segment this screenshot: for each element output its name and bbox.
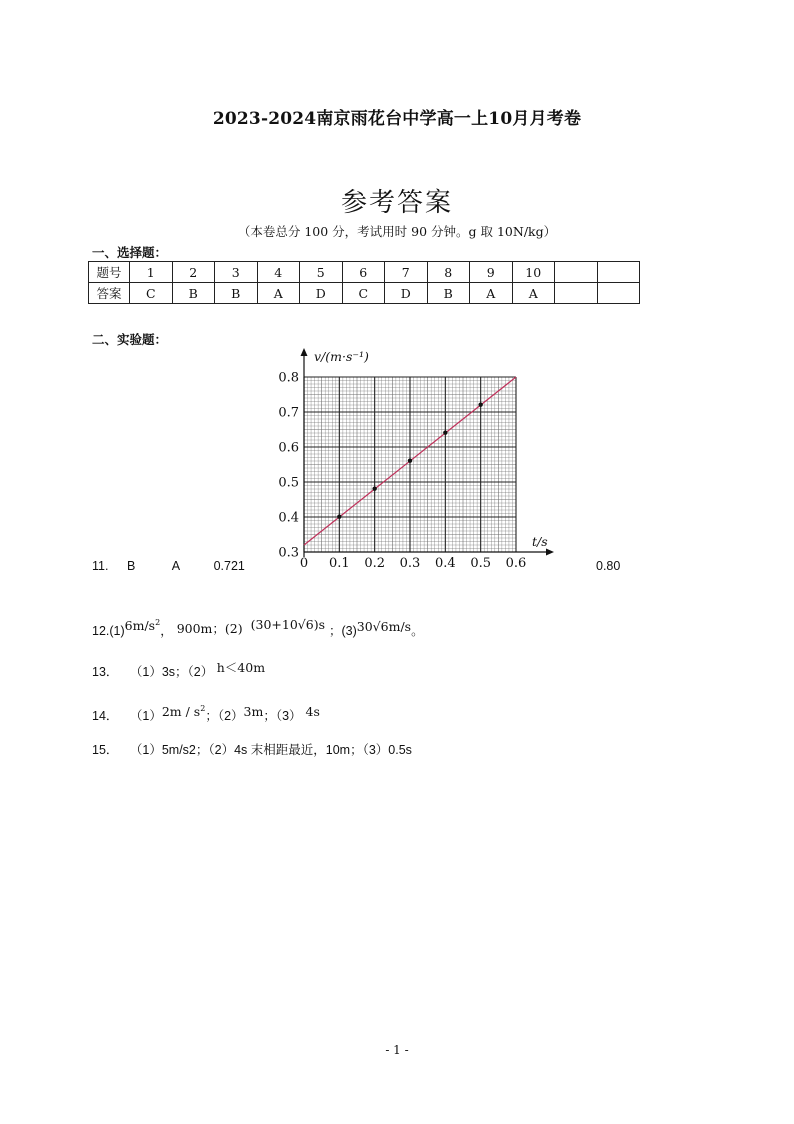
question-number: 12.(1) bbox=[92, 624, 125, 638]
q11-answer-2: A bbox=[171, 559, 181, 573]
velocity-time-chart bbox=[270, 340, 560, 572]
table-cell: 5 bbox=[300, 262, 343, 283]
q12-answer-4: 30√6m/s bbox=[356, 619, 412, 634]
y-tick-label: 0.7 bbox=[278, 405, 299, 421]
answer-row bbox=[89, 283, 640, 304]
y-tick-label: 0.4 bbox=[278, 510, 299, 526]
table-cell: B bbox=[427, 283, 470, 304]
question-number: 13． bbox=[92, 665, 119, 679]
table-cell: A bbox=[470, 283, 513, 304]
x-tick-label: 0 bbox=[299, 556, 309, 571]
table-cell bbox=[555, 283, 598, 304]
table-cell: C bbox=[130, 283, 173, 304]
table-cell: D bbox=[300, 283, 343, 304]
x-axis-label: t/s bbox=[532, 534, 548, 549]
exam-info-subtitle: （本卷总分 100 分，考试用时 90 分钟。g 取 10N/kg） bbox=[237, 224, 557, 239]
q12-answer-1-exponent: 2 bbox=[155, 617, 161, 627]
table-cell: 8 bbox=[427, 262, 470, 283]
q13-part-1: （1）3s；（2） bbox=[129, 665, 214, 679]
q15-answer: （1）5m/s2；（2）4s 末相距最近，10m；（3）0.5s bbox=[129, 743, 412, 757]
table-cell: A bbox=[257, 283, 300, 304]
data-point-3 bbox=[408, 458, 412, 462]
q14-answer-1: 2m / s bbox=[161, 704, 201, 719]
q12-answer-1: 6m/s bbox=[124, 618, 156, 633]
data-point-2 bbox=[372, 486, 376, 490]
q12-separator: ；(3) bbox=[329, 624, 357, 638]
table-cell: 7 bbox=[385, 262, 428, 283]
answer-table bbox=[88, 261, 640, 304]
q14-part-1: （1） bbox=[129, 709, 162, 723]
table-cell bbox=[597, 262, 640, 283]
x-tick-label: 0.2 bbox=[364, 556, 386, 571]
section-multiple-choice-heading: 一、选择题： bbox=[92, 245, 168, 260]
question-14-line bbox=[92, 703, 320, 724]
question-number: 15． bbox=[92, 743, 119, 757]
data-point-5 bbox=[478, 402, 482, 406]
row-label-number: 题号 bbox=[89, 262, 130, 283]
question-number: 14． bbox=[92, 709, 119, 723]
y-tick-label: 0.3 bbox=[278, 545, 299, 561]
y-tick-label: 0.5 bbox=[278, 475, 299, 491]
question-11-line bbox=[92, 559, 245, 573]
table-cell: 3 bbox=[215, 262, 258, 283]
q12-separator: ， bbox=[160, 624, 173, 638]
x-tick-label: 0.3 bbox=[399, 556, 421, 571]
y-axis-label: v/(m·s⁻¹) bbox=[314, 349, 369, 364]
table-cell bbox=[555, 262, 598, 283]
answer-key-title: 参考答案 bbox=[340, 188, 453, 218]
q14-answer-2: 3m bbox=[243, 704, 264, 719]
y-axis-arrow-icon bbox=[301, 348, 308, 356]
q14-part-2: ；（2） bbox=[205, 709, 244, 723]
q11-answer-3: 0.721 bbox=[213, 559, 245, 573]
q14-answer-3: 4s bbox=[305, 704, 320, 719]
table-cell bbox=[597, 283, 640, 304]
table-cell: C bbox=[342, 283, 385, 304]
question-number: 11. bbox=[92, 559, 109, 573]
q13-answer-2: h＜40m bbox=[216, 660, 266, 675]
data-point-4 bbox=[443, 430, 447, 434]
table-cell: 2 bbox=[172, 262, 215, 283]
table-cell: D bbox=[385, 283, 428, 304]
q12-answer-2: 900m；(2) bbox=[176, 621, 243, 636]
table-cell: 9 bbox=[470, 262, 513, 283]
table-cell: 4 bbox=[257, 262, 300, 283]
question-number-row bbox=[89, 262, 640, 283]
x-tick-label: 0.5 bbox=[470, 556, 492, 571]
question-12-line bbox=[92, 617, 424, 639]
page-number: - 1 - bbox=[385, 1043, 409, 1057]
row-label-answer: 答案 bbox=[89, 283, 130, 304]
q12-end: 。 bbox=[411, 624, 424, 638]
table-cell: 10 bbox=[512, 262, 555, 283]
table-cell: 6 bbox=[342, 262, 385, 283]
data-point-1 bbox=[337, 514, 341, 518]
q14-part-3: ；（3） bbox=[263, 709, 302, 723]
question-15-line bbox=[92, 740, 412, 758]
question-13-line bbox=[92, 662, 265, 680]
q12-answer-3: (30+10√6)s bbox=[250, 617, 325, 632]
section-experiment-heading: 二、实验题： bbox=[92, 332, 168, 347]
table-cell: B bbox=[215, 283, 258, 304]
x-tick-label: 0.4 bbox=[434, 556, 456, 571]
y-tick-label: 0.8 bbox=[278, 370, 299, 386]
exam-title: 2023-2024南京雨花台中学高一上10月月考卷 bbox=[212, 109, 582, 129]
y-tick-label: 0.6 bbox=[278, 440, 299, 456]
table-cell: B bbox=[172, 283, 215, 304]
q11-answer-1: B bbox=[126, 559, 136, 573]
x-axis-arrow-icon bbox=[546, 549, 554, 556]
x-tick-label: 0.6 bbox=[505, 556, 527, 571]
table-cell: 1 bbox=[130, 262, 173, 283]
q14-answer-1-exponent: 2 bbox=[200, 703, 206, 713]
x-tick-label: 0.1 bbox=[328, 556, 350, 571]
table-cell: A bbox=[512, 283, 555, 304]
q11-answer-4: 0.80 bbox=[596, 559, 621, 573]
